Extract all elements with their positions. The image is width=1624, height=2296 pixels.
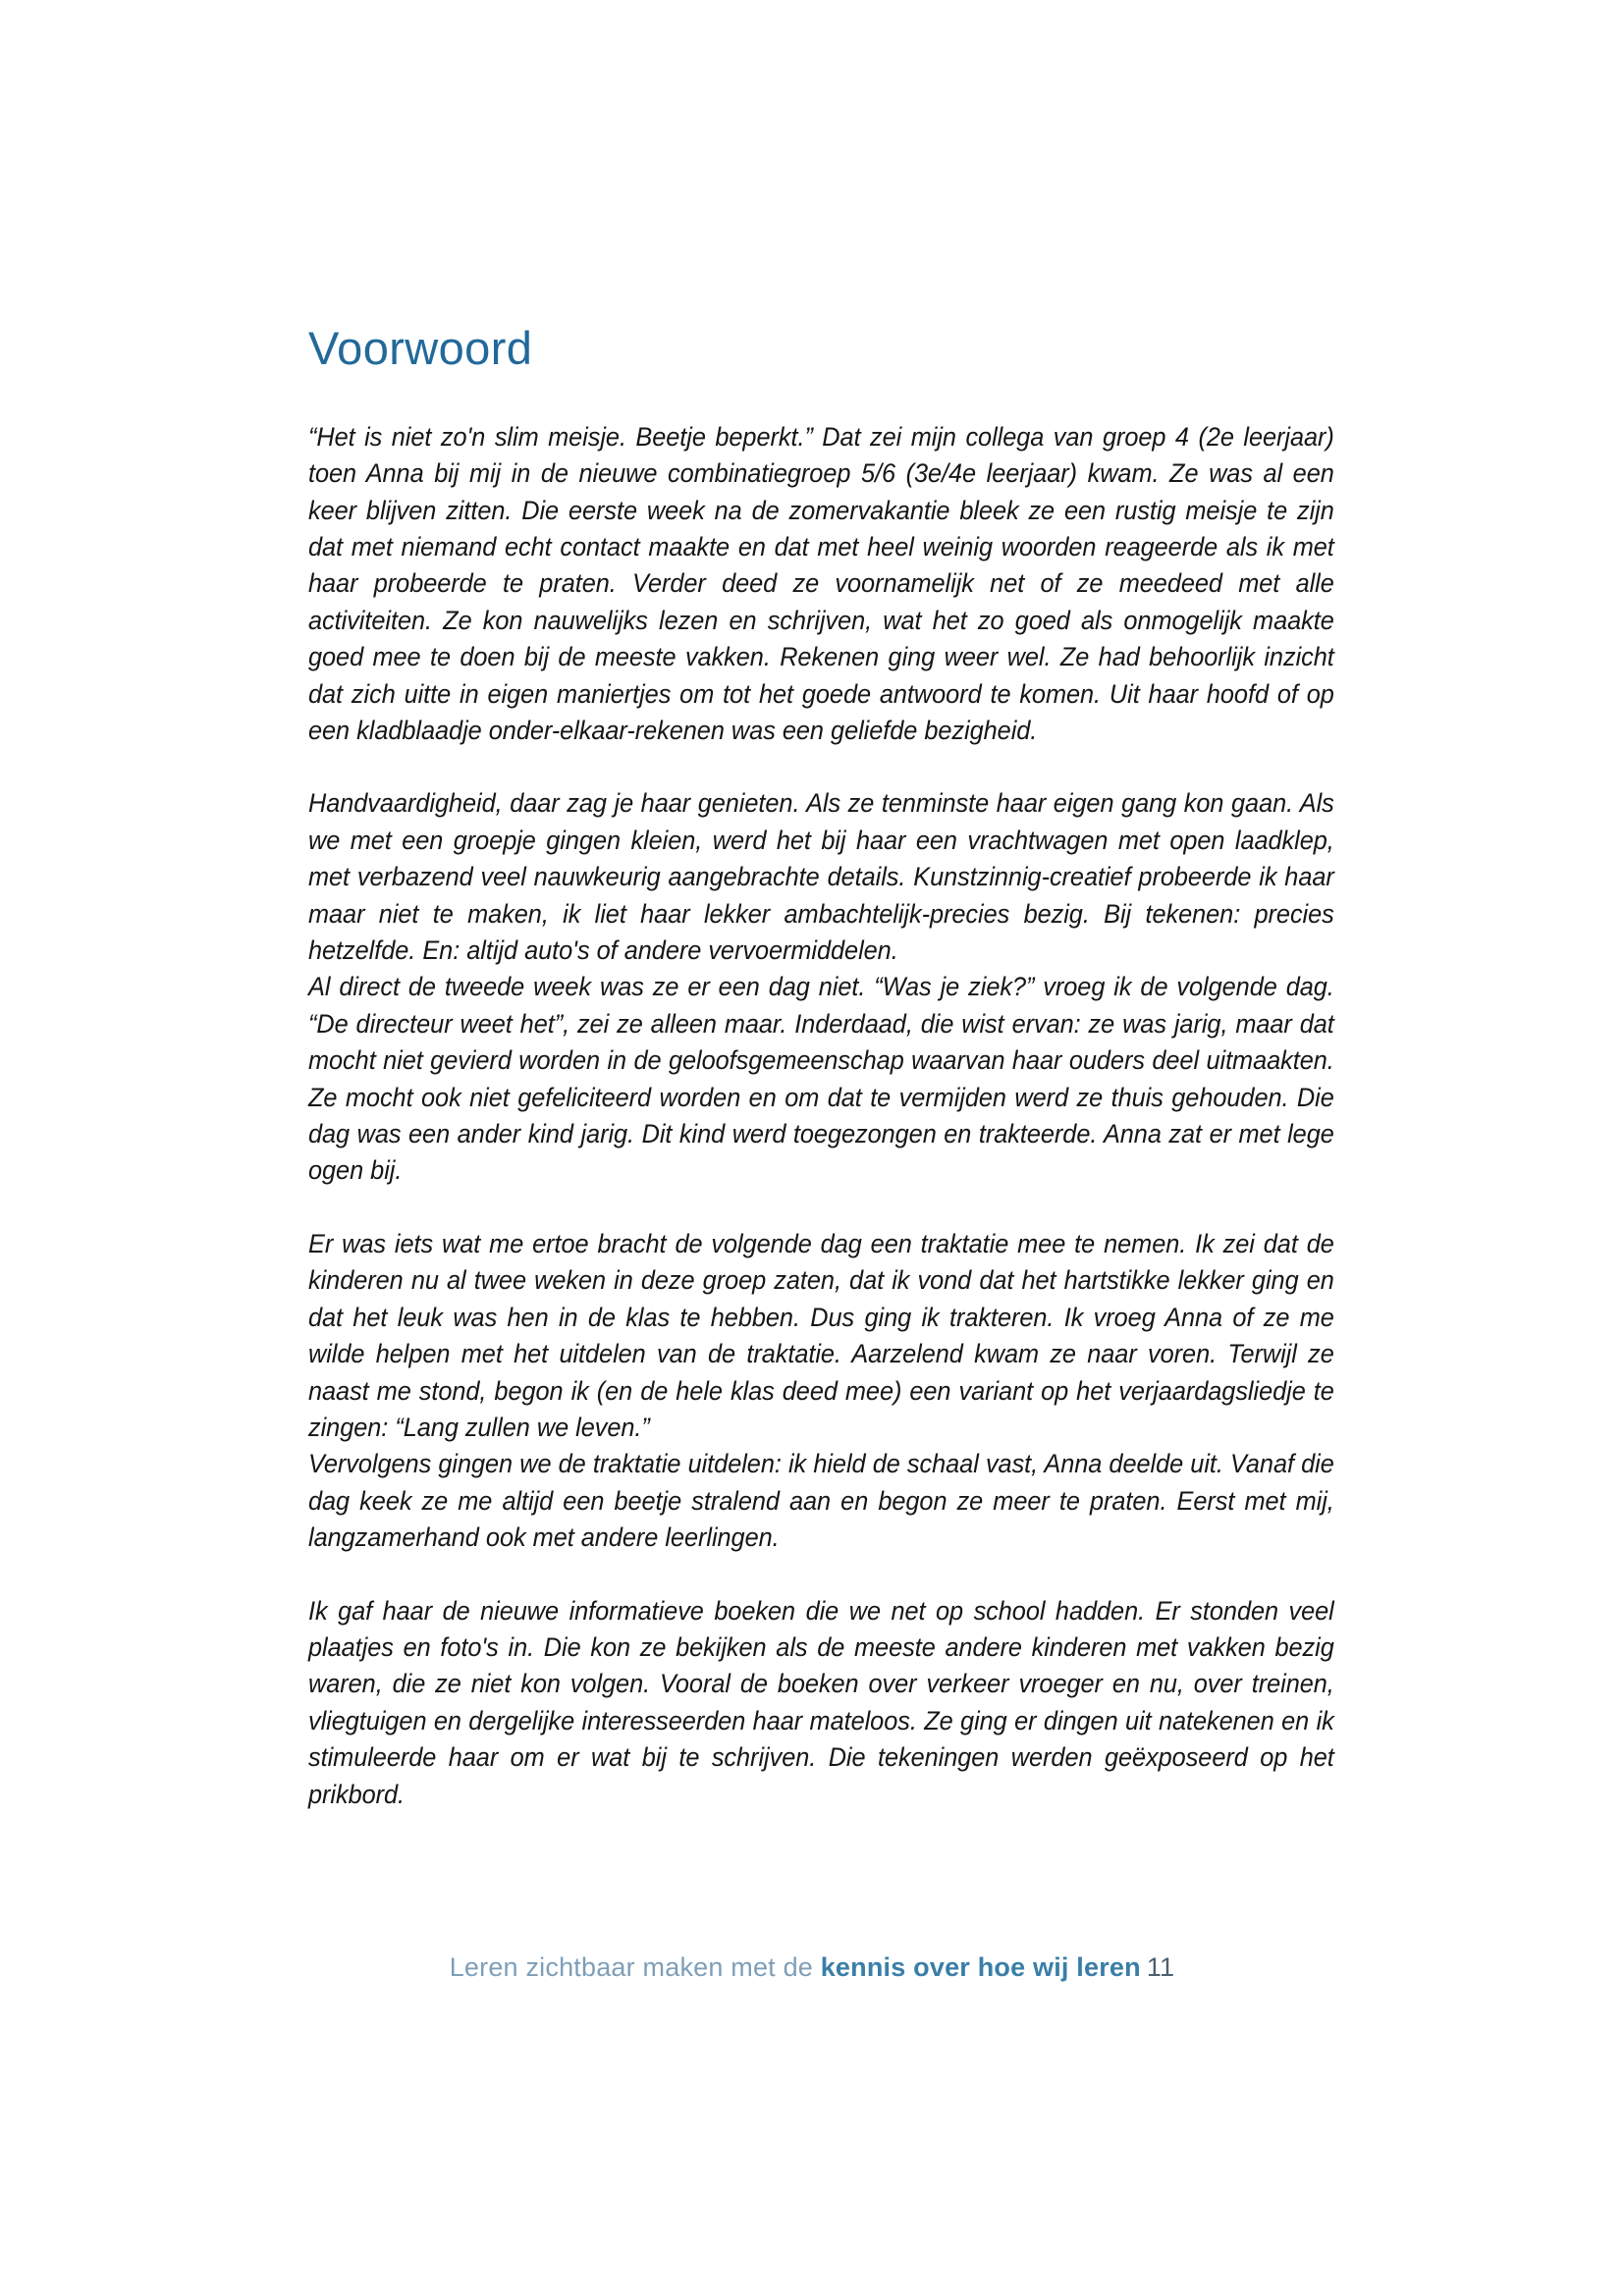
paragraph-line-group: Al direct de tweede week was ze er een dag niet. “Was je ziek?” vroeg ik de volgende dag. “De directeur weet het”, zei ze alleen maar. Inderdaad, die wist ervan: ze was jarig, maar dat mocht niet gevierd worden in de geloofsgemeenschap waarvan haar ouders deel uitmaakten. Ze mocht ook niet gefeliciteerd worden en om dat te vermijden werd ze thuis gehouden. Die dag was een ander kind jarig. Dit kind werd toegezongen en trakteerde. Anna zat er met lege ogen bij. [308,972,1334,1186]
footer-book-title-light: Leren zichtbaar maken met de [449,1952,821,1982]
page-title: Voorwoord [308,322,533,374]
body-paragraph [308,419,1334,750]
page-footer [0,1951,1624,1983]
body-paragraph [308,785,1334,1189]
paragraph-line-group: Vervolgens gingen we de traktatie uitdelen: ik hield de schaal vast, Anna deelde uit. Vanaf die dag keek ze me altijd een beetje stralend aan en begon ze meer te praten. Eerst met mij, langzamerhand ook met andere leerlingen. [308,1449,1334,1553]
paragraph-line-group: “Het is niet zo'n slim meisje. Beetje beperkt.” Dat zei mijn collega van groep 4 (2e leerjaar) toen Anna bij mij in de nieuwe combinatiegroep 5/6 (3e/4e leerjaar) kwam. Ze was al een keer blijven zitten. Die eerste week na de zomervakantie bleek ze een rustig meisje te zijn dat met niemand echt contact maakte en dat met heel weinig woorden reageerde als ik met haar probeerde te praten. Verder deed ze voornamelijk net of ze meedeed met alle activiteiten. Ze kon nauwelijks lezen en schrijven, wat het zo goed als onmogelijk maakte goed mee te doen bij de meeste vakken. Rekenen ging weer wel. Ze had behoorlijk inzicht dat zich uitte in eigen maniertjes om tot het goede antwoord te komen. Uit haar hoofd of op een kladblaadje onder-elkaar-rekenen was een geliefde bezigheid. [308,421,1334,745]
paragraph-line-group: Ik gaf haar de nieuwe informatieve boeken die we net op school hadden. Er stonden veel plaatjes en foto's in. Die kon ze bekijken als de meeste andere kinderen met vakken bezig waren, die ze niet kon volgen. Vooral de boeken over verkeer vroeger en nu, over treinen, vliegtuigen en dergelijke interesseerden haar mateloos. Ze ging er dingen uit natekenen en ik stimuleerde haar om er wat bij te schrijven. Die tekeningen werden geëxposeerd op het prikbord. [308,1595,1334,1809]
body-paragraph [308,1226,1334,1557]
footer-book-title-strong: kennis over hoe wij leren [820,1952,1141,1982]
paragraph-line-group: Handvaardigheid, daar zag je haar genieten. Als ze tenminste haar eigen gang kon gaan. Als we met een groepje gingen kleien, werd het bij haar een vrachtwagen met open laadklep, met verbazend veel nauwkeurig aangebrachte details. Kunstzinnig-creatief probeerde ik haar maar niet te maken, ik liet haar lekker ambachtelijk-precies bezig. Bij tekenen: precies hetzelfde. En: altijd auto's of andere vervoermiddelen. [308,788,1334,966]
body-paragraph [308,1593,1334,1813]
footer-page-number: 11 [1146,1952,1175,1982]
page-content [308,324,1334,1813]
paragraph-line-group: Er was iets wat me ertoe bracht de volgende dag een traktatie mee te nemen. Ik zei dat de kinderen nu al twee weken in deze groep zaten, dat ik vond dat het hartstikke lekker ging en dat het leuk was hen in de klas te hebben. Dus ging ik trakteren. Ik vroeg Anna of ze me wilde helpen met het uitdelen van de traktatie. Aarzelend kwam ze naar voren. Terwijl ze naast me stond, begon ik (en de hele klas deed mee) een variant op het verjaardagsliedje te zingen: “Lang zullen we leven.” [308,1228,1334,1442]
